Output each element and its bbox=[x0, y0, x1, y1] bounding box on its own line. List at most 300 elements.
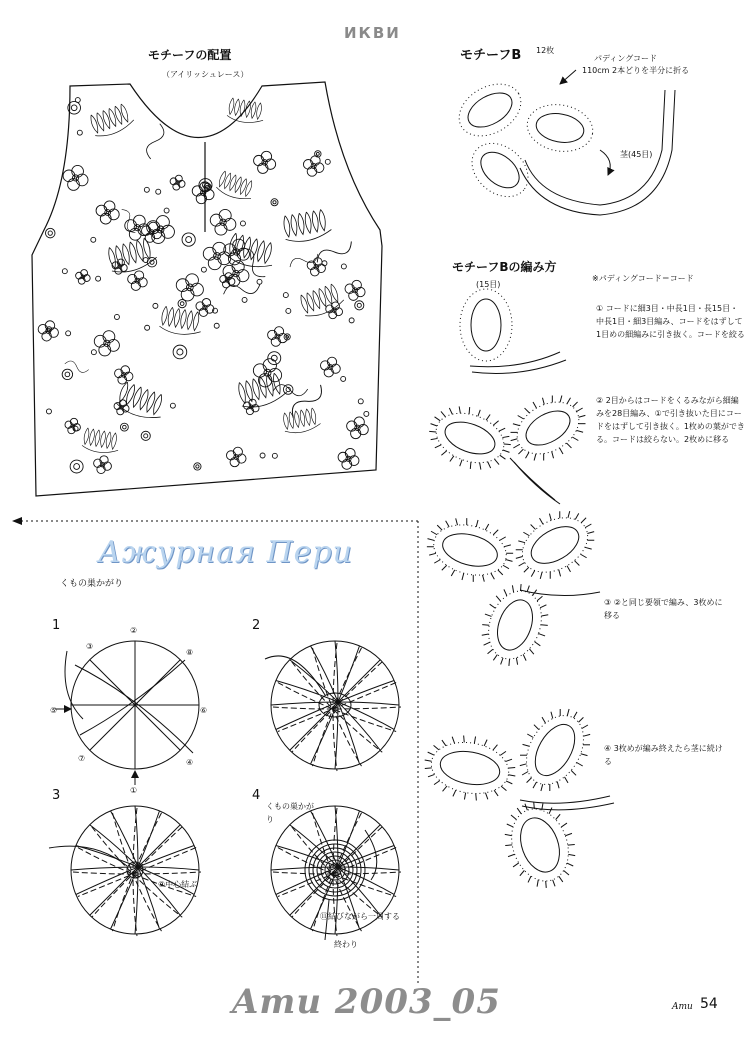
leaf-rib bbox=[317, 288, 328, 308]
stitch-tick bbox=[460, 460, 462, 467]
leaf-rib bbox=[282, 215, 291, 237]
stitch-tick bbox=[450, 455, 454, 462]
leaf-fan bbox=[225, 232, 278, 272]
leaf-fan bbox=[215, 170, 257, 203]
petal-stitches bbox=[427, 737, 512, 800]
stitch-tick bbox=[534, 642, 541, 646]
page-number: 54 bbox=[700, 996, 718, 1012]
stitch-tick bbox=[443, 785, 447, 792]
petal bbox=[493, 792, 587, 898]
leaf-rib bbox=[223, 172, 233, 189]
cord-tail bbox=[510, 458, 555, 500]
dot bbox=[66, 331, 71, 336]
flower-center bbox=[233, 270, 239, 276]
stitch-tick bbox=[583, 742, 590, 748]
stitch-tick bbox=[577, 763, 583, 767]
flower-center bbox=[332, 308, 336, 312]
flower-center bbox=[214, 253, 221, 260]
petal-stitches bbox=[480, 584, 551, 667]
petal-stitches bbox=[508, 392, 588, 465]
panel-2-number: 2 bbox=[252, 618, 261, 633]
stitch-tick bbox=[505, 758, 512, 762]
stitch-tick bbox=[574, 712, 578, 718]
stitch-tick bbox=[587, 530, 594, 535]
stitch-tick bbox=[484, 793, 488, 800]
leaf-fan bbox=[114, 381, 168, 424]
stitch-tick bbox=[428, 773, 435, 777]
loop-inner bbox=[471, 299, 501, 351]
stitch-tick bbox=[548, 712, 555, 719]
stitch-tick bbox=[506, 552, 513, 556]
stitch-tick bbox=[513, 445, 519, 449]
stitch-tick bbox=[533, 782, 537, 788]
petal-inner bbox=[441, 416, 499, 460]
stitch-tick bbox=[550, 452, 555, 459]
spiderweb-title: くもの巣かがり bbox=[60, 579, 124, 589]
stitch-tick bbox=[581, 553, 587, 560]
step-2-text: ② 2目からはコードをくるみながら細編みを28目編み、①で引き抜いた目にコードをはずして引き抜く。1枚めの葉ができる。コードは絞らない。2枚めに移る bbox=[596, 396, 745, 444]
ring-inner bbox=[65, 372, 70, 377]
stitch-tick bbox=[429, 430, 436, 434]
section-divider bbox=[20, 521, 418, 985]
stitch-tick bbox=[474, 736, 475, 743]
stem-start bbox=[520, 796, 610, 803]
stitch-tick bbox=[570, 770, 577, 775]
stem-outer bbox=[520, 90, 675, 215]
dot bbox=[283, 293, 288, 298]
stitch-tick bbox=[549, 396, 555, 403]
stitch-tick bbox=[462, 735, 465, 742]
dot bbox=[77, 130, 82, 135]
leaf-rib bbox=[99, 430, 106, 447]
stitch-tick bbox=[448, 408, 454, 414]
leaf-rib bbox=[297, 213, 306, 235]
flower-center bbox=[346, 456, 351, 461]
stitch-tick bbox=[583, 732, 590, 739]
panel-4-label-end: 終わり bbox=[334, 940, 358, 949]
ring-inner bbox=[186, 237, 192, 243]
stitch-tick bbox=[567, 861, 573, 867]
leaf-rib bbox=[233, 99, 240, 116]
stitch-tick bbox=[482, 632, 489, 637]
stitch-tick bbox=[451, 569, 455, 576]
stitch-tick bbox=[427, 545, 434, 549]
leaf-rib bbox=[311, 290, 322, 310]
stitch-tick bbox=[576, 428, 583, 435]
stitch-tick bbox=[568, 843, 575, 847]
leaf-rib bbox=[101, 110, 112, 130]
stitch-tick bbox=[548, 514, 553, 521]
stitch-tick bbox=[535, 880, 540, 887]
ring bbox=[45, 228, 55, 238]
stitch-tick bbox=[511, 437, 518, 442]
dot bbox=[164, 208, 169, 213]
dot bbox=[91, 350, 96, 355]
stitch-tick bbox=[519, 870, 526, 875]
dot bbox=[364, 411, 369, 416]
petal-stitches bbox=[450, 74, 530, 147]
stitch-tick bbox=[561, 823, 568, 827]
dot bbox=[341, 264, 346, 269]
stitch-tick bbox=[508, 854, 515, 856]
leaf-rib bbox=[107, 108, 118, 128]
stitch-tick bbox=[533, 402, 537, 408]
stitch-tick bbox=[489, 604, 496, 608]
stitch-tick bbox=[540, 717, 547, 723]
stitch-tick bbox=[451, 737, 455, 744]
stitch-tick bbox=[525, 407, 530, 414]
stitch-tick bbox=[565, 511, 572, 518]
petal bbox=[419, 509, 520, 592]
petal-inner bbox=[439, 528, 501, 571]
panel-1-number: 1 bbox=[52, 618, 61, 633]
stem-label: 茎(45目) bbox=[620, 150, 653, 159]
circled-6: ⑥ bbox=[200, 706, 208, 715]
stitch-tick bbox=[508, 775, 515, 776]
dot bbox=[62, 269, 67, 274]
leaf-rib bbox=[173, 308, 181, 328]
dot bbox=[96, 276, 101, 281]
petal bbox=[505, 696, 604, 804]
vest-outline bbox=[32, 82, 382, 496]
ring bbox=[194, 463, 201, 470]
cord-tail bbox=[470, 352, 560, 367]
leaf-rib bbox=[151, 393, 163, 415]
ring-inner bbox=[48, 231, 52, 235]
loop-label: (15目) bbox=[476, 280, 501, 289]
flower-center bbox=[353, 288, 358, 293]
leaf-rib bbox=[233, 176, 243, 193]
leaf-rib bbox=[250, 101, 257, 118]
flower-center bbox=[135, 278, 140, 283]
stitch-tick bbox=[522, 770, 528, 777]
panel-3-number: 3 bbox=[52, 788, 61, 803]
stitch-tick bbox=[493, 790, 499, 796]
stitch-tick bbox=[574, 513, 581, 519]
stem bbox=[525, 90, 665, 205]
leaf-rib bbox=[119, 103, 130, 123]
stitch-tick bbox=[511, 429, 518, 435]
stitch-tick bbox=[523, 567, 530, 572]
flower-center bbox=[72, 175, 78, 181]
leaf-rib bbox=[311, 210, 320, 232]
stitch-tick bbox=[505, 843, 512, 847]
flower-center bbox=[134, 225, 140, 231]
flower-center bbox=[104, 340, 110, 346]
stitch-tick bbox=[557, 511, 563, 518]
leaf-rib bbox=[138, 388, 150, 410]
stitch-tick bbox=[454, 518, 459, 525]
dot bbox=[286, 308, 291, 313]
leaf-rib bbox=[305, 409, 312, 426]
cord-label: パディングコード bbox=[594, 54, 658, 63]
flower-center bbox=[262, 160, 267, 165]
web-thread bbox=[75, 665, 193, 753]
stitch-tick bbox=[530, 571, 537, 577]
stitch-tick bbox=[547, 572, 553, 579]
leaf-rib bbox=[95, 112, 106, 132]
stitch-tick bbox=[511, 814, 516, 821]
dot bbox=[325, 159, 330, 164]
circled-4: ④ bbox=[186, 758, 194, 767]
stitch-tick bbox=[587, 537, 594, 543]
stitch-tick bbox=[508, 766, 515, 769]
ring bbox=[62, 369, 72, 379]
ring bbox=[147, 257, 157, 267]
cord-arrow bbox=[560, 70, 576, 84]
stitch-tick bbox=[585, 545, 592, 552]
stitch-tick bbox=[462, 573, 464, 580]
stitch-tick bbox=[582, 723, 588, 730]
cord-swirl bbox=[288, 380, 327, 422]
web-spoke-twist bbox=[278, 848, 396, 897]
dot bbox=[214, 323, 219, 328]
panel-4-label-top: くもの巣かがり bbox=[266, 802, 314, 824]
petal-inner bbox=[462, 86, 518, 134]
motif-b-count: 12枚 bbox=[536, 46, 555, 55]
stitch-tick bbox=[567, 566, 571, 572]
divider-arrow bbox=[12, 517, 22, 525]
step-4-text: ④ 3枚めが編み終えたら茎に続ける bbox=[604, 744, 723, 766]
stitch-tick bbox=[507, 822, 513, 828]
petal-inner bbox=[438, 747, 503, 789]
dot bbox=[257, 279, 262, 284]
stitch-tick bbox=[539, 784, 544, 791]
stitch-tick bbox=[478, 410, 480, 417]
flower-center bbox=[220, 219, 226, 225]
ring-inner bbox=[144, 434, 148, 438]
petal-inner bbox=[514, 813, 567, 878]
stitch-tick bbox=[481, 575, 486, 582]
stitch-tick bbox=[486, 462, 492, 468]
web-spoke-twisted bbox=[290, 660, 381, 751]
stitch-tick bbox=[436, 525, 443, 530]
panel-4-label-mid: ⑪結びながら一周する bbox=[320, 912, 400, 921]
leaf-rib bbox=[318, 209, 327, 231]
footer-watermark: Amu 2003_05 bbox=[232, 982, 501, 1022]
stitch-tick bbox=[486, 414, 490, 421]
stitch-tick bbox=[547, 808, 553, 814]
stitch-tick bbox=[578, 716, 583, 723]
stitch-tick bbox=[520, 752, 527, 758]
stitch-tick bbox=[431, 531, 438, 535]
stitch-tick bbox=[527, 777, 532, 784]
stitch-tick bbox=[495, 596, 502, 601]
petal-stitches bbox=[515, 705, 595, 794]
dot bbox=[349, 318, 354, 323]
leaf-fan bbox=[282, 407, 322, 435]
dot bbox=[75, 98, 80, 103]
stitch-tick bbox=[519, 563, 525, 567]
stitch-tick bbox=[560, 448, 564, 454]
stitch-tick bbox=[493, 459, 500, 464]
leaf-rib bbox=[192, 311, 200, 331]
circled-2: ② bbox=[130, 626, 138, 635]
script-watermark: Ажурная Пери bbox=[98, 535, 353, 570]
dot bbox=[145, 325, 150, 330]
leaf-rib bbox=[304, 211, 313, 233]
stitch-tick bbox=[528, 649, 535, 654]
petal bbox=[419, 728, 521, 807]
stitch-tick bbox=[559, 876, 563, 883]
leaf-rib bbox=[323, 285, 334, 305]
top-watermark: ИКВИ bbox=[344, 24, 401, 42]
lace-motifs bbox=[38, 97, 369, 473]
stitch-tick bbox=[478, 463, 483, 470]
stitch-tick bbox=[512, 863, 519, 867]
petal bbox=[471, 575, 560, 676]
leaf-rib bbox=[244, 180, 254, 197]
circled-1: ① bbox=[130, 786, 138, 795]
stitch-tick bbox=[517, 807, 521, 814]
cord-tail-2 bbox=[514, 462, 560, 504]
stitch-tick bbox=[523, 743, 530, 748]
petal-inner bbox=[474, 145, 526, 195]
stitch-tick bbox=[502, 434, 509, 439]
stitch-tick bbox=[427, 539, 434, 541]
turn-arrow bbox=[600, 150, 610, 175]
flower-center bbox=[355, 425, 360, 430]
stitch-tick bbox=[558, 395, 565, 402]
stitch-tick bbox=[467, 407, 471, 414]
cord-tail bbox=[520, 590, 600, 596]
leaf-rib bbox=[282, 412, 289, 429]
stitch-tick bbox=[533, 725, 540, 730]
panel-3-label: ⑨中心結ぶ bbox=[158, 880, 198, 889]
web-spoke-twisted bbox=[290, 825, 381, 916]
web-spoke-twisted bbox=[90, 825, 181, 916]
layout-title: モチーフの配置 bbox=[148, 48, 232, 62]
ring bbox=[173, 345, 187, 359]
leaf-rib bbox=[239, 99, 246, 116]
stitch-tick bbox=[500, 751, 506, 757]
petal-stitches bbox=[428, 517, 512, 583]
web-spoke-twist bbox=[278, 683, 396, 732]
dot bbox=[242, 297, 247, 302]
petal bbox=[524, 100, 597, 157]
circled-5: ⑤ bbox=[50, 706, 58, 715]
cord-note: 110cm 2本どりを半分に折る bbox=[582, 66, 690, 75]
dot bbox=[156, 189, 161, 194]
howto-note: ※パディングコード＝コード bbox=[592, 274, 694, 283]
ring bbox=[355, 301, 364, 310]
stitch-tick bbox=[516, 555, 523, 560]
stitch-tick bbox=[431, 424, 438, 426]
stitch-tick bbox=[585, 524, 591, 528]
stitch-tick bbox=[531, 524, 536, 531]
stitch-tick bbox=[475, 794, 478, 801]
stitch-tick bbox=[538, 634, 545, 636]
dot bbox=[153, 303, 158, 308]
ring bbox=[141, 431, 150, 440]
stitch-tick bbox=[553, 880, 555, 887]
stitch-tick bbox=[488, 648, 493, 655]
dot bbox=[114, 314, 119, 319]
flower-center bbox=[121, 373, 126, 378]
dot bbox=[144, 187, 149, 192]
leaf-fan bbox=[226, 97, 266, 125]
leaf-rib bbox=[179, 309, 187, 329]
leaf-fan bbox=[298, 282, 346, 320]
leaf-rib bbox=[83, 428, 90, 445]
dot bbox=[260, 453, 265, 458]
petal-stitches bbox=[524, 100, 597, 157]
stitch-tick bbox=[457, 406, 462, 413]
flower-center bbox=[311, 163, 316, 168]
ring bbox=[283, 385, 293, 395]
stitch-tick bbox=[431, 436, 438, 441]
stitch-tick bbox=[442, 564, 447, 571]
ring bbox=[178, 299, 186, 307]
stitch-tick bbox=[425, 767, 432, 770]
stitch-tick bbox=[516, 547, 523, 553]
stitch-tick bbox=[510, 585, 515, 592]
leaf-rib bbox=[299, 294, 310, 314]
stitch-tick bbox=[538, 572, 545, 579]
leaf-rib bbox=[111, 432, 118, 449]
dot bbox=[201, 267, 206, 272]
leaf-rib bbox=[299, 409, 306, 426]
ring-inner bbox=[71, 105, 77, 111]
flower-center bbox=[105, 210, 111, 216]
ring-inner bbox=[357, 303, 361, 307]
stitch-tick bbox=[572, 435, 578, 442]
stitch-tick bbox=[502, 589, 508, 595]
leaf-fan bbox=[159, 306, 204, 338]
stitch-tick bbox=[564, 869, 569, 876]
stitch-tick bbox=[502, 565, 509, 569]
stitch-tick bbox=[581, 752, 588, 757]
stitch-tick bbox=[554, 814, 561, 819]
stitch-tick bbox=[580, 518, 587, 523]
leaf-rib bbox=[305, 292, 316, 312]
stitch-tick bbox=[500, 536, 506, 542]
howto-diagrams bbox=[419, 289, 614, 898]
ring-inner bbox=[273, 201, 276, 204]
panel-4-number: 4 bbox=[252, 788, 261, 803]
petal-stitches bbox=[513, 507, 598, 584]
stitch-tick bbox=[537, 595, 542, 602]
stitch-tick bbox=[541, 454, 547, 461]
stitch-tick bbox=[547, 784, 553, 791]
petal bbox=[498, 382, 597, 474]
stitch-tick bbox=[482, 623, 489, 627]
stitch-tick bbox=[434, 417, 441, 421]
web-spoke-twist bbox=[78, 848, 196, 897]
stitch-tick bbox=[579, 421, 586, 427]
stitch-tick bbox=[476, 520, 478, 527]
leaf-rib bbox=[290, 214, 299, 236]
ring bbox=[182, 233, 195, 246]
stitch-tick bbox=[433, 745, 440, 749]
stitch-tick bbox=[563, 777, 570, 783]
stitch-tick bbox=[504, 442, 511, 446]
petal-stitches bbox=[502, 801, 578, 889]
ring-inner bbox=[196, 465, 199, 468]
leaf-rib bbox=[88, 429, 95, 446]
leaf-fan bbox=[282, 208, 333, 244]
ring bbox=[70, 460, 83, 473]
leaf-rib bbox=[89, 114, 100, 134]
petal bbox=[420, 395, 519, 480]
stitch-tick bbox=[434, 780, 440, 786]
leaf-rib bbox=[293, 410, 300, 427]
stitch-tick bbox=[440, 411, 447, 416]
stitch-tick bbox=[518, 449, 525, 454]
petal-inner bbox=[527, 718, 583, 782]
stitch-tick bbox=[501, 658, 503, 665]
dot bbox=[272, 453, 277, 458]
